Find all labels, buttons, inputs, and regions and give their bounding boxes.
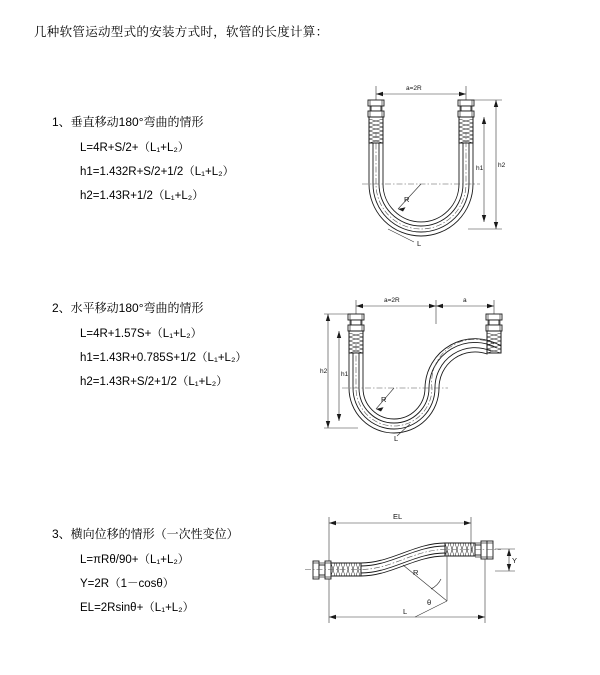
svg-text:R: R [413,568,419,577]
svg-text:L: L [394,434,399,443]
figure-2-horizontal-180-bend [318,288,533,448]
section-1-formula-2: h1=1.432R+S/2+1/2（L₁+L₂） [80,166,235,178]
section-3-formula-3: EL=2Rsinθ+（L₁+L₂） [80,602,195,614]
svg-text:h1: h1 [341,371,349,378]
svg-text:a=2R: a=2R [406,85,422,92]
svg-text:L: L [403,607,408,616]
section-2 [52,299,247,397]
section-3-heading: 3、横向位移的情形（一次性变位） [52,527,239,541]
section-1-formula-1: L=4R+S/2+（L₁+L₂） [80,142,190,154]
section-3-formula-2: Y=2R（1－cosθ） [80,578,175,590]
svg-text:θ: θ [427,598,432,607]
section-1-heading: 1、垂直移动180°弯曲的情形 [52,115,204,129]
section-1-formula-3: h2=1.43R+1/2（L₁+L₂） [80,190,204,202]
section-2-formula-1: L=4R+1.57S+（L₁+L₂） [80,328,203,340]
svg-text:a=2R: a=2R [384,297,400,304]
svg-text:R: R [404,195,410,204]
figure-3-lateral-offset [295,505,535,635]
svg-text:L: L [417,239,422,248]
svg-text:EL: EL [393,512,403,521]
section-2-heading: 2、水平移动180°弯曲的情形 [52,301,204,315]
section-2-formula-3: h2=1.43R+S/2+1/2（L₁+L₂） [80,376,228,388]
figure-1-vertical-180-bend [318,72,533,262]
section-3 [52,525,239,623]
svg-text:R: R [381,395,387,404]
section-1 [52,113,234,211]
svg-text:Y: Y [512,556,518,565]
svg-text:h2: h2 [498,162,506,169]
section-2-formula-2: h1=1.43R+0.785S+1/2（L₁+L₂） [80,352,247,364]
section-3-formula-1: L=πRθ/90+（L₁+L₂） [80,554,190,566]
svg-text:h1: h1 [476,165,484,172]
svg-text:h2: h2 [320,368,328,375]
page-title: 几种软管运动型式的安装方式时，软管的长度计算： [34,25,329,39]
svg-text:a: a [463,297,467,304]
